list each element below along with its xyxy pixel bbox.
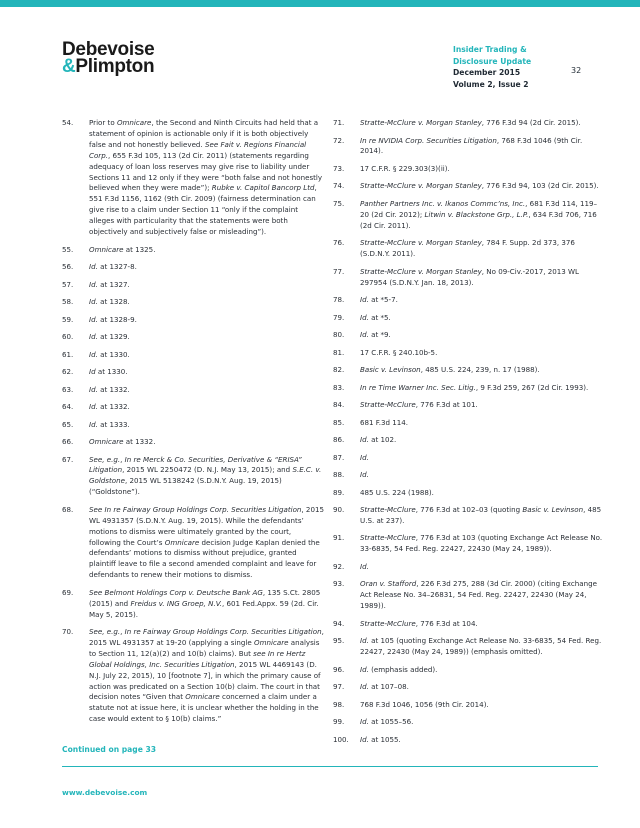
footnote-text: 681 F.3d 114. bbox=[360, 417, 409, 427]
footnote bbox=[62, 245, 325, 256]
footnote-text: Id. at 1328-9. bbox=[89, 314, 137, 324]
footnote-number: 55. bbox=[62, 244, 74, 254]
footnote bbox=[333, 488, 605, 499]
footnote-text: Id. bbox=[360, 452, 369, 462]
footnote-number: 99. bbox=[333, 717, 345, 727]
footnote-number: 71. bbox=[333, 118, 345, 127]
footnote-number: 65. bbox=[62, 419, 74, 429]
footnote-text: See Belmont Holdings Corp v. Deutsche Bank AG, 135 S.Ct. 2805 (2015) and Freidus v. ING Groep, N.V., 601 Fed.Appx. 59 (2d. Cir. May 5, 2015). bbox=[89, 587, 321, 619]
footnote bbox=[333, 181, 605, 192]
footnote-text: Id. at 1055. bbox=[360, 734, 401, 744]
footnote-number: 97. bbox=[333, 682, 345, 692]
footnote-text: Stratte-McClure v. Morgan Stanley, No 09-Civ.-2017, 2013 WL 297954 (S.D.N.Y. Jan. 18, 2013). bbox=[360, 266, 580, 287]
footnote-number: 91. bbox=[333, 533, 345, 543]
footnote-number: 70. bbox=[62, 627, 74, 637]
footnote-text: Id. at 1333. bbox=[89, 419, 130, 429]
footnote-text: Id. at 102. bbox=[360, 435, 397, 445]
footnote-number: 58. bbox=[62, 297, 74, 307]
footnote-text: 485 U.S. 224 (1988). bbox=[360, 487, 434, 497]
footnote bbox=[333, 533, 605, 555]
footnote-number: 74. bbox=[333, 181, 345, 191]
footnote-text: Id. at 105 (quoting Exchange Act Release No. 33-6835, 54 Fed. Reg. 22427, 22430 (May 24, 1989)) (emphasis omitted). bbox=[360, 636, 602, 657]
footnote bbox=[333, 562, 605, 573]
footnote-text: Id. at 1329. bbox=[89, 332, 130, 342]
footnote bbox=[333, 435, 605, 446]
footnote bbox=[62, 627, 325, 725]
footnote-number: 82. bbox=[333, 365, 345, 375]
footnote-text: Id. bbox=[360, 470, 369, 480]
footnote bbox=[333, 348, 605, 359]
footnote bbox=[333, 682, 605, 693]
debevoise-logo bbox=[62, 41, 154, 75]
footnote-text: 17 C.F.R. § 229.303(3)(ii). bbox=[360, 163, 450, 173]
footnote-number: 86. bbox=[333, 435, 345, 445]
footnote-text: Id. at 1330. bbox=[89, 349, 130, 359]
footnote-number: 60. bbox=[62, 332, 74, 342]
footnote bbox=[333, 636, 605, 658]
top-accent-bar bbox=[0, 0, 640, 7]
continued-link[interactable]: Continued on page 33 bbox=[62, 745, 157, 754]
footnote-text: Panther Partners Inc. v. Ikanos Commc’ns, Inc., 681 F.3d 114, 119–20 (2d Cir. 2012); Litwin v. Blackstone Grp., L.P., 634 F.3d 706, 716 (2d Cir. 2011). bbox=[360, 198, 598, 230]
footnote-text: See, e.g., In re Fairway Group Holdings Corp. Securities Litigation, 2015 WL 4931357 at 19-20 (applying a single Omnicare analysis to Section 11, 12(a)(2) and 10(b) claims). But see In re Hertz Global Holdings, Inc. Securities Litigation, 2015 WL 4469143 (D. N.J. July 22, 2015), 10 [footnote 7], in which the primary cause of action was predicated on a Section 10(b) claim. The court in that decision notes “Given that Omnicare concerned a claim under a statute not at issue here, it is unclear whether the holding in the case would extent to § 10(b) claims.” bbox=[89, 627, 324, 724]
footnote-number: 72. bbox=[333, 135, 345, 145]
footnote-number: 57. bbox=[62, 279, 74, 289]
footnote-text: Id. at *9. bbox=[360, 330, 391, 340]
footnote-text: Stratte-McClure, 776 F.3d at 102–03 (quoting Basic v. Levinson, 485 U.S. at 237). bbox=[360, 505, 602, 525]
footnote-number: 83. bbox=[333, 382, 345, 392]
footnote-number: 84. bbox=[333, 400, 345, 410]
footnote-number: 92. bbox=[333, 561, 345, 571]
footnote bbox=[333, 267, 605, 289]
footnote-number: 73. bbox=[333, 163, 345, 173]
logo-plimpton: Plimpton bbox=[75, 56, 155, 77]
footnote bbox=[333, 118, 605, 129]
footnote-number: 90. bbox=[333, 505, 345, 515]
newsletter-title-line-2: Disclosure Update bbox=[453, 56, 532, 66]
footnote-text: Omnicare at 1325. bbox=[89, 244, 156, 254]
footnote-text: Stratte-McClure, 776 F.3d at 104. bbox=[360, 618, 478, 628]
footnote bbox=[333, 470, 605, 481]
newsletter-title-line-1: Insider Trading & bbox=[453, 45, 527, 54]
footnote-number: 69. bbox=[62, 587, 74, 597]
footnote-text: Prior to Omnicare, the Second and Ninth Circuits had held that a statement of opinion is actionable only if it is both objectively false and not honestly believed. See Fait v. Regions Financial Corp., 655 F.3d 105, 113 (2d Cir. 2011) (statements regarding adequacy of loan loss reserves may give rise to liability under Sections 11 and 12 only if they were “both false and not honestly believed when they were made”); Rubke v. Capitol Bancorp Ltd, 551 F.3d 1156, 1162 (9th Cir. 2009) (fairness determination can give rise to a claim under Section 11 “only if the complaint alleges with particularity that the statements were both objectively and subjectively false or misleading”). bbox=[89, 118, 323, 237]
footnote-number: 88. bbox=[333, 470, 345, 480]
footnote-text: Stratte-McClure v. Morgan Stanley, 784 F. Supp. 2d 373, 376 (S.D.N.Y. 2011). bbox=[360, 238, 575, 259]
issue-date: December 2015 bbox=[453, 68, 521, 77]
footnote bbox=[62, 402, 325, 413]
footnote-text: Id. at 107–08. bbox=[360, 682, 409, 692]
footnote bbox=[333, 383, 605, 394]
footnote-number: 75. bbox=[333, 198, 345, 208]
footnote-text: Id. at 1328. bbox=[89, 297, 130, 307]
footnote-number: 87. bbox=[333, 452, 345, 462]
footnote bbox=[333, 238, 605, 260]
footnote bbox=[62, 297, 325, 308]
footnote-text: Stratte-McClure v. Morgan Stanley, 776 F.3d 94 (2d Cir. 2015). bbox=[360, 118, 581, 127]
footnote-number: 96. bbox=[333, 664, 345, 674]
footnote bbox=[62, 350, 325, 361]
footnote-number: 100. bbox=[333, 734, 349, 744]
footnote-text: Id. at *5-7. bbox=[360, 295, 398, 305]
footnote-number: 62. bbox=[62, 367, 74, 377]
footnote bbox=[333, 295, 605, 306]
issue-volume: Volume 2, Issue 2 bbox=[453, 79, 529, 89]
footnote bbox=[333, 700, 605, 711]
footnote-text: Id. at 1055–56. bbox=[360, 717, 414, 727]
footnote-number: 81. bbox=[333, 347, 345, 357]
footnote bbox=[333, 735, 605, 746]
footer-divider bbox=[62, 766, 598, 767]
footnote-number: 95. bbox=[333, 636, 345, 646]
footnote bbox=[62, 262, 325, 273]
page-number: 32 bbox=[571, 66, 582, 75]
footnote bbox=[333, 199, 605, 232]
footnote bbox=[62, 280, 325, 291]
footnote-text: See, e.g., In re Merck & Co. Securities, Derivative & “ERISA” Litigation, 2015 WL 2250472 (D. N.J. May 13, 2015); and S.E.C. v. Goldstone, 2015 WL 5138242 (S.D.N.Y. Aug. 19, 2015) (“Goldstone”). bbox=[89, 454, 322, 497]
footnotes-left-column bbox=[62, 118, 325, 732]
footnote-text: Id. bbox=[360, 561, 369, 571]
footnote-text: 768 F.3d 1046, 1056 (9th Cir. 2014). bbox=[360, 699, 489, 709]
footnote bbox=[333, 164, 605, 175]
footnote-number: 77. bbox=[333, 266, 345, 276]
footnote-number: 93. bbox=[333, 579, 345, 589]
footnote bbox=[333, 400, 605, 411]
footnote bbox=[333, 330, 605, 341]
footnote-number: 79. bbox=[333, 312, 345, 322]
newsletter-info bbox=[453, 44, 531, 90]
footnote-text: Oran v. Stafford, 226 F.3d 275, 288 (3d Cir. 2000) (citing Exchange Act Release No. 34–26831, 54 Fed. Reg. 22427, 22430 (May 24, 1989)). bbox=[360, 579, 597, 611]
footnote bbox=[62, 315, 325, 326]
footnote bbox=[333, 717, 605, 728]
footnote-text: Omnicare at 1332. bbox=[89, 437, 156, 447]
logo-line-2 bbox=[62, 58, 154, 75]
footnote bbox=[333, 665, 605, 676]
footnote-text: Id at 1330. bbox=[89, 367, 128, 377]
footnote-number: 54. bbox=[62, 118, 74, 127]
footnote-number: 61. bbox=[62, 349, 74, 359]
footnote-number: 76. bbox=[333, 238, 345, 248]
footnote bbox=[333, 453, 605, 464]
footnote-text: In re NVIDIA Corp. Securities Litigation, 768 F.3d 1046 (9th Cir. 2014). bbox=[360, 135, 583, 156]
logo-ampersand: & bbox=[62, 56, 76, 77]
footnote-number: 68. bbox=[62, 504, 74, 514]
footnote-number: 67. bbox=[62, 454, 74, 464]
footnote bbox=[62, 332, 325, 343]
footnote-number: 98. bbox=[333, 699, 345, 709]
footnote-text: Stratte-McClure v. Morgan Stanley, 776 F.3d 94, 103 (2d Cir. 2015). bbox=[360, 181, 599, 191]
footnote bbox=[333, 365, 605, 376]
footnote-number: 64. bbox=[62, 402, 74, 412]
footnote-text: Id. at 1327. bbox=[89, 279, 130, 289]
footnote-text: 17 C.F.R. § 240.10b-5. bbox=[360, 347, 438, 357]
footnote-number: 89. bbox=[333, 487, 345, 497]
footnote-text: Id. at 1332. bbox=[89, 402, 130, 412]
footnote bbox=[62, 385, 325, 396]
footnote bbox=[62, 118, 325, 238]
footnote-text: Stratte-McClure, 776 F.3d at 103 (quoting Exchange Act Release No. 33-6835, 54 Fed. Reg. 22427, 22430 (May 24, 1989)). bbox=[360, 533, 603, 554]
footnote bbox=[333, 619, 605, 630]
footnotes-right-column bbox=[333, 118, 605, 752]
footnote bbox=[62, 437, 325, 448]
footnote-text: Id. at 1327-8. bbox=[89, 262, 137, 272]
footnote bbox=[333, 505, 605, 527]
footnote bbox=[62, 588, 325, 621]
footnote bbox=[62, 455, 325, 499]
footnote bbox=[62, 505, 325, 581]
footnote bbox=[333, 418, 605, 429]
footnote-number: 56. bbox=[62, 262, 74, 272]
footnote bbox=[333, 313, 605, 324]
footnote-number: 78. bbox=[333, 295, 345, 305]
footnote-text: Id. at 1332. bbox=[89, 384, 130, 394]
footnote-number: 85. bbox=[333, 417, 345, 427]
footnote bbox=[333, 136, 605, 158]
logo-line-1: Debevoise bbox=[62, 39, 155, 60]
footnote-text: Stratte-McClure, 776 F.3d at 101. bbox=[360, 400, 478, 410]
footnote bbox=[62, 420, 325, 431]
footnote-text: In re Time Warner Inc. Sec. Litig., 9 F.3d 259, 267 (2d Cir. 1993). bbox=[360, 382, 589, 392]
footnote-number: 63. bbox=[62, 384, 74, 394]
footnote-number: 80. bbox=[333, 330, 345, 340]
footnote-number: 94. bbox=[333, 618, 345, 628]
footnote-text: Id. at *5. bbox=[360, 312, 391, 322]
footnote bbox=[333, 579, 605, 612]
footnote-text: Id. (emphasis added). bbox=[360, 664, 438, 674]
footnote-number: 59. bbox=[62, 314, 74, 324]
footnote-text: Basic v. Levinson, 485 U.S. 224, 239, n. 17 (1988). bbox=[360, 365, 540, 375]
footnote-number: 66. bbox=[62, 437, 74, 447]
footnote-text: See In re Fairway Group Holdings Corp. Securities Litigation, 2015 WL 4931357 (S.D.N.Y. Aug. 19, 2015). While the defendants’ motions to dismiss were ultimately granted by the court, following the Court’s Omnicare decision Judge Kaplan denied the defendants’ motions to dismiss without prejudice, granted plaintiff leave to file a second amended complaint and leave for defendants to renew their motions to dismiss. bbox=[89, 504, 324, 580]
website-link[interactable]: www.debevoise.com bbox=[62, 788, 148, 797]
footnote bbox=[62, 367, 325, 378]
